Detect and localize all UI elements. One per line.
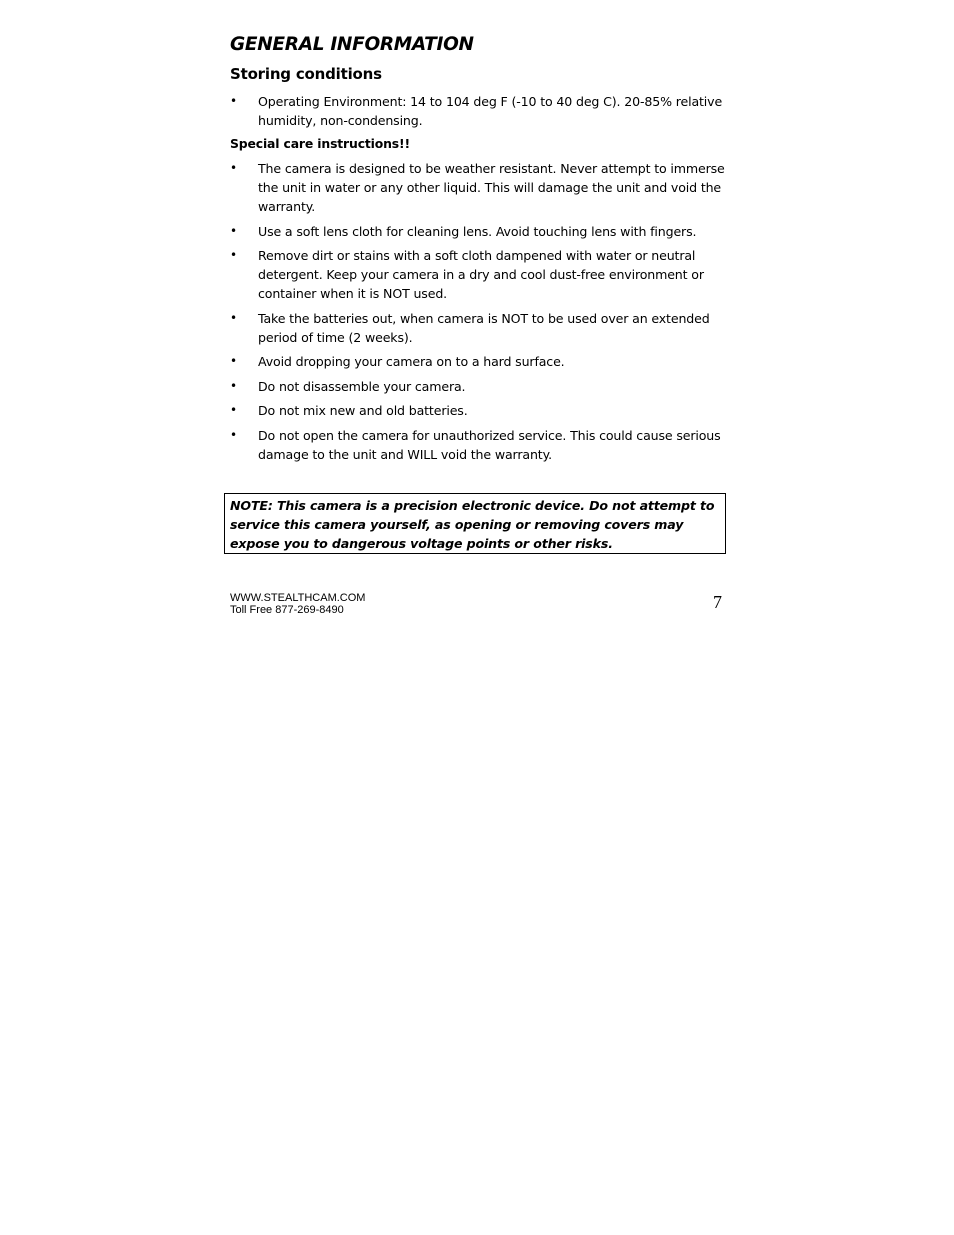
- list-item: [230, 222, 733, 241]
- list-item: [230, 92, 733, 130]
- bullet-icon: •: [230, 378, 237, 393]
- list-item-text: Do not open the camera for unauthorized service. This could cause serious damage to the unit and WILL void the warranty.: [258, 427, 721, 462]
- list-item-text: Use a soft lens cloth for cleaning lens. Avoid touching lens with fingers.: [258, 223, 697, 239]
- footer-phone-number: Toll Free 877-269-8490: [230, 604, 344, 616]
- list-item: [230, 426, 733, 464]
- list-item-text: Take the batteries out, when camera is NOT to be used over an extended period of time (2 weeks).: [258, 310, 710, 345]
- bullet-icon: •: [230, 94, 237, 108]
- list-item: [230, 309, 733, 347]
- list-item: [230, 352, 733, 371]
- list-item: [230, 377, 733, 396]
- bullet-icon: •: [230, 354, 237, 368]
- list-item: [230, 159, 733, 216]
- list-item-text: Remove dirt or stains with a soft cloth dampened with water or neutral detergent. Keep your camera in a dry and cool dust-free environment or container when it is NOT used.: [258, 248, 704, 301]
- page-title: GENERAL INFORMATION: [230, 34, 474, 55]
- list-item-text: Operating Environment: 14 to 104 deg F (-10 to 40 deg C). 20-85% relative humidity, non-condensing.: [258, 94, 723, 128]
- list-item-text: Do not mix new and old batteries.: [258, 403, 468, 418]
- section-title-storing-conditions: Storing conditions: [230, 65, 382, 83]
- bullet-icon: •: [230, 310, 237, 325]
- storing-conditions-list: [230, 92, 733, 130]
- special-care-heading: Special care instructions!!: [230, 136, 411, 151]
- list-item: [230, 246, 733, 303]
- list-item: [230, 401, 733, 420]
- footer-website-link[interactable]: WWW.STEALTHCAM.COM: [230, 592, 366, 604]
- special-care-list: [230, 159, 733, 469]
- list-item-text: Do not disassemble your camera.: [258, 378, 466, 394]
- bullet-icon: •: [230, 161, 237, 175]
- bullet-icon: •: [230, 427, 237, 442]
- page-number: 7: [713, 592, 722, 612]
- list-item-text: The camera is designed to be weather resistant. Never attempt to immerse the unit in water or any other liquid. This will damage the unit and void the warranty.: [258, 161, 725, 214]
- list-item-text: Avoid dropping your camera on to a hard surface.: [258, 354, 565, 369]
- bullet-icon: •: [230, 223, 237, 238]
- safety-note-box: NOTE: This camera is a precision electronic device. Do not attempt to service this camera yourself, as opening or removing covers may expose you to dangerous voltage points or other risks.: [224, 493, 726, 554]
- bullet-icon: •: [230, 403, 237, 417]
- bullet-icon: •: [230, 248, 237, 262]
